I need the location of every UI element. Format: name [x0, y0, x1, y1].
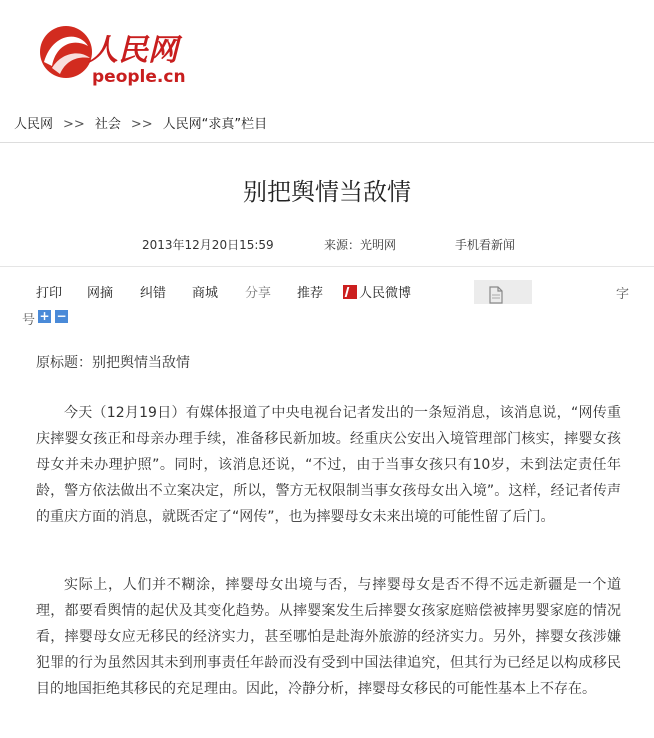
net-excerpt-button[interactable]: 网摘 — [87, 286, 114, 301]
recommend-button[interactable]: 推荐 — [297, 286, 324, 301]
font-size-label: 号 — [22, 313, 36, 328]
breadcrumb-home-link[interactable]: 人民网 — [14, 117, 54, 132]
weibo-label: 人民微博 — [359, 286, 412, 301]
article-toolbar — [0, 282, 654, 322]
correction-button[interactable]: 纠错 — [140, 286, 167, 301]
pdf-document-icon — [488, 286, 504, 304]
mall-button[interactable]: 商城 — [192, 286, 219, 301]
breadcrumb-separator: >> — [130, 117, 153, 132]
print-button[interactable]: 打印 — [36, 286, 63, 301]
breadcrumb — [14, 113, 267, 132]
weibo-link[interactable] — [343, 282, 411, 301]
article-title: 别把舆情当敌情 — [243, 178, 411, 206]
article-datetime: 2013年12月20日15:59 — [142, 238, 274, 252]
font-size-label: 字 — [616, 287, 630, 302]
article-paragraph: 今天（12月19日）有媒体报道了中央电视台记者发出的一条短消息，该消息说，“网传重庆摔婴女孩正和母亲办理手续，准备移民新加坡。经重庆公安出入境管理部门核实，摔婴女孩母女并未办理护照”。同时，该消息还说，“不过，由于当事女孩只有10岁，未到法定责任年龄，警方依法做出不立案决定，所以，警方无权限制当事女孩母女出入境”。这样，经记者传声的重庆方面的消息，就既否定了“网传”，也为摔婴母女未来出境的可能性留了后门。 — [36, 405, 621, 525]
article-paragraph: 实际上，人们并不糊涂，摔婴母女出境与否，与摔婴母女是否不得不远走新疆是一个道理，都要看舆情的起伏及其变化趋势。从摔婴案发生后摔婴女孩家庭赔偿被摔男婴家庭的情况看，摔婴母女应无移民的经济实力，甚至哪怕是赴海外旅游的经济实力。另外，摔婴女孩涉嫌犯罪的行为虽然因其未到刑事责任年龄而没有受到中国法律追究，但其行为已经足以构成移民目的地国拒绝其移民的充足理由。因此，冷静分析，摔婴母女移民的可能性基本上不存在。 — [36, 577, 621, 697]
logo-domain-text: people.cn — [92, 67, 186, 87]
article-source[interactable]: 来源：光明网 — [324, 238, 397, 252]
people-logo[interactable] — [22, 16, 192, 96]
font-decrease-button[interactable]: − — [56, 309, 67, 323]
weibo-icon — [343, 285, 357, 299]
meta-divider — [0, 266, 654, 267]
mobile-news-link[interactable]: 手机看新闻 — [455, 238, 516, 252]
pdf-download-button[interactable] — [474, 280, 532, 304]
logo-swirl-icon — [40, 26, 92, 78]
breadcrumb-section-link[interactable]: 社会 — [94, 117, 121, 132]
font-increase-button[interactable]: + — [39, 309, 50, 323]
share-button[interactable]: 分享 — [245, 286, 272, 301]
logo-cn-text: 人民网 — [88, 33, 178, 68]
breadcrumb-separator: >> — [63, 117, 85, 132]
header-divider — [0, 142, 654, 143]
original-title: 原标题：别把舆情当敌情 — [36, 355, 190, 371]
breadcrumb-column-link[interactable]: 人民网“求真”栏目 — [162, 117, 268, 132]
